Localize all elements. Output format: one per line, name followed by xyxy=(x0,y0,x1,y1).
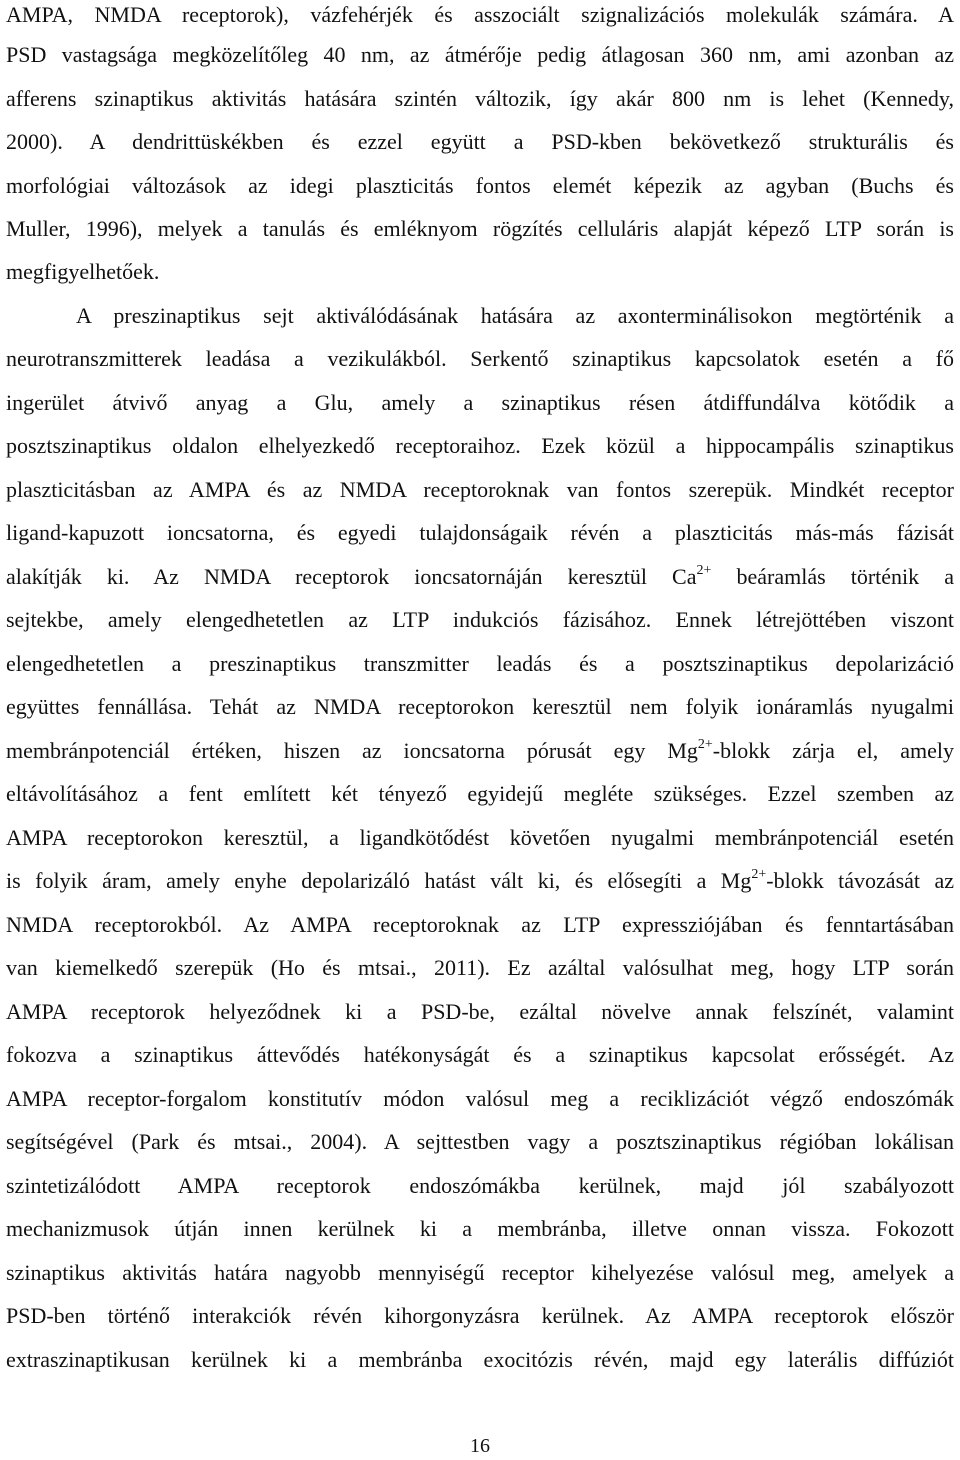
text-line: fokozva a szinaptikus áttevődés hatékonyságát és a szinaptikus kapcsolat erősségét. Az xyxy=(6,1042,954,1067)
text-line: ligand-kapuzott ioncsatorna, és egyedi tulajdonságaik révén a plaszticitás más-más fázisát xyxy=(6,520,954,545)
page-number: 16 xyxy=(470,1435,490,1457)
text-line: AMPA receptor-forgalom konstitutív módon valósul meg a reciklizációt végző endoszómák xyxy=(6,1086,954,1111)
text-line: mechanizmusok útján innen kerülnek ki a membránba, illetve onnan vissza. Fokozott xyxy=(6,1216,954,1241)
text-line: 2000). A dendrittüskékben és ezzel együtt a PSD-kben bekövetkező strukturális és xyxy=(6,129,954,154)
text-line: AMPA receptorokon keresztül, a ligandkötődést követően nyugalmi membránpotenciál esetén xyxy=(6,825,954,850)
text-line: neurotranszmitterek leadása a vezikulákból. Serkentő szinaptikus kapcsolatok esetén a fő xyxy=(6,346,954,371)
text-line: PSD vastagsága megközelítőleg 40 nm, az átmérője pedig átlagosan 360 nm, ami azonban az xyxy=(6,42,954,67)
text-line: AMPA receptorok helyeződnek ki a PSD-be, ezáltal növelve annak felszínét, valamint xyxy=(6,999,954,1024)
superscript-charge: 2+ xyxy=(751,866,767,882)
text-line: megfigyelhetőek. xyxy=(6,259,160,284)
text-line: is folyik áram, amely enyhe depolarizáló hatást vált ki, és elősegíti a $Mg^{2+}$-blokk távozását az xyxy=(6,866,955,893)
text-line: szintetizálódott AMPA receptorok endoszómákba kerülnek, majd jól szabályozott xyxy=(6,1173,954,1198)
text-line: együttes fennállása. Tehát az NMDA receptorokon keresztül nem folyik ionáramlás nyugalmi xyxy=(6,694,954,719)
text-line: elengedhetetlen a preszinaptikus transzmitter leadás és a posztszinaptikus depolarizáció xyxy=(6,651,954,676)
text-line: segítségével (Park és mtsai., 2004). A sejttestben vagy a posztszinaptikus régióban lokálisan xyxy=(6,1129,954,1154)
text-line: plaszticitásban az AMPA és az NMDA receptoroknak van fontos szerepük. Mindkét receptor xyxy=(6,477,954,502)
text-line: sejtekbe, amely elengedhetetlen az LTP indukciós fázisához. Ennek létrejöttében viszont xyxy=(6,607,954,632)
superscript-charge: 2+ xyxy=(696,562,712,578)
text-line: eltávolításához a fent említett két tényező egyidejű megléte szükséges. Ezzel szemben az xyxy=(6,781,954,806)
text-line: ingerület átvivő anyag a Glu, amely a szinaptikus résen átdiffundálva kötődik a xyxy=(6,390,954,415)
text-line: szinaptikus aktivitás határa nagyobb mennyiségű receptor kihelyezése valósul meg, amelyek a xyxy=(6,1260,954,1285)
paragraph-first-line: A preszinaptikus sejt aktiválódásának hatására az axonterminálisokon megtörténik a xyxy=(76,303,954,328)
text-line: posztszinaptikus oldalon elhelyezkedő receptoraihoz. Ezek közül a hippocampális szinaptikus xyxy=(6,433,954,458)
text-line: afferens szinaptikus aktivitás hatására szintén változik, így akár 800 nm is lehet (Kennedy, xyxy=(6,86,954,111)
text-line: membránpotenciál értéken, hiszen az ioncsatorna pórusát egy $Mg^{2+}$-blokk zárja el, amely xyxy=(6,736,954,763)
text-line: van kiemelkedő szerepük (Ho és mtsai., 2011). Ez azáltal valósulhat meg, hogy LTP során xyxy=(6,955,954,980)
text-line: AMPA, NMDA receptorok), vázfehérjék és asszociált szignalizációs molekulák számára. A xyxy=(6,2,954,27)
superscript-charge: 2+ xyxy=(697,736,713,752)
text-line: morfológiai változások az idegi plaszticitás fontos elemét képezik az agyban (Buchs és xyxy=(6,173,954,198)
text-line: alakítják ki. Az NMDA receptorok ioncsatornáján keresztül $Ca^{2+}$ beáramlás történik a xyxy=(6,562,954,589)
text-line: Muller, 1996), melyek a tanulás és emléknyom rögzítés celluláris alapját képező LTP során is xyxy=(6,216,954,241)
text-line: extraszinaptikusan kerülnek ki a membránba exocitózis révén, majd egy laterális diffúziót xyxy=(6,1347,954,1372)
text-line: PSD-ben történő interakciók révén kihorgonyzásra kerülnek. Az AMPA receptorok először xyxy=(6,1303,954,1328)
text-line: NMDA receptorokból. Az AMPA receptoroknak az LTP expressziójában és fenntartásában xyxy=(6,912,954,937)
